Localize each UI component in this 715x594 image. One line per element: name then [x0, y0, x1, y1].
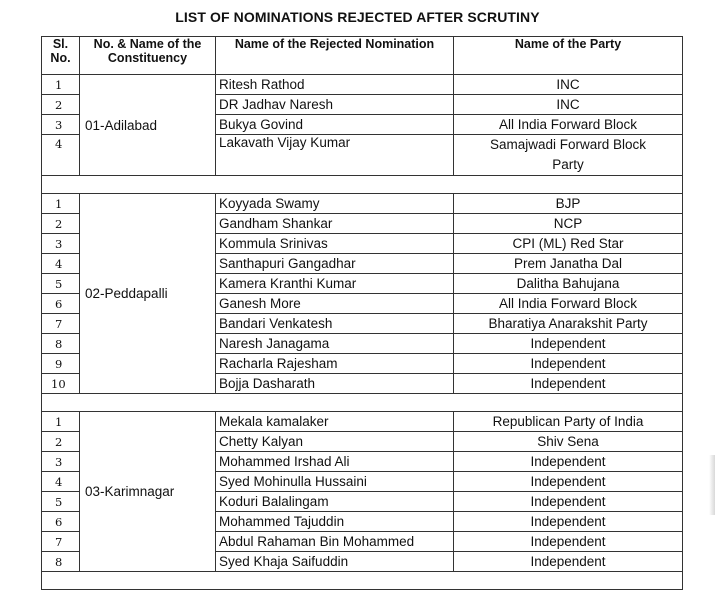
nominee-cell: Mohammed Tajuddin	[216, 512, 454, 532]
sl-cell: 4	[42, 135, 80, 176]
sl-cell: 3	[42, 452, 80, 472]
table-row	[42, 412, 683, 432]
sl-cell: 6	[42, 512, 80, 532]
party-cell: All India Forward Block	[454, 294, 683, 314]
party-cell: Independent	[454, 374, 683, 394]
header-constituency-line1: No. & Name of the	[93, 37, 202, 51]
nominee-cell: Syed Khaja Saifuddin	[216, 552, 454, 572]
party-cell: Independent	[454, 512, 683, 532]
sl-cell: 10	[42, 374, 80, 394]
nominee-cell: Naresh Janagama	[216, 334, 454, 354]
sl-cell: 3	[42, 115, 80, 135]
nominee-cell: Ritesh Rathod	[216, 75, 454, 95]
nominee-cell: Bukya Govind	[216, 115, 454, 135]
sl-cell: 5	[42, 274, 80, 294]
nominee-cell: Gandham Shankar	[216, 214, 454, 234]
page-edge-shadow	[709, 455, 715, 515]
nominee-cell: Abdul Rahaman Bin Mohammed	[216, 532, 454, 552]
party-cell: All India Forward Block	[454, 115, 683, 135]
sl-cell: 3	[42, 234, 80, 254]
nominee-cell: Racharla Rajesham	[216, 354, 454, 374]
party-cell: Independent	[454, 452, 683, 472]
nominee-cell: Lakavath Vijay Kumar	[216, 135, 454, 176]
table-header-row	[42, 37, 683, 75]
nominee-cell: Ganesh More	[216, 294, 454, 314]
separator-cell	[42, 394, 683, 412]
header-sl-line1: Sl.	[52, 37, 69, 51]
party-cell: BJP	[454, 194, 683, 214]
sl-cell: 1	[42, 412, 80, 432]
nominee-cell: Santhapuri Gangadhar	[216, 254, 454, 274]
sl-cell: 1	[42, 194, 80, 214]
group-separator	[42, 176, 683, 194]
party-line1: Samajwadi Forward Block	[489, 137, 647, 152]
sl-cell: 6	[42, 294, 80, 314]
constituency-cell: 03-Karimnagar	[80, 412, 216, 572]
nominee-cell: Kamera Kranthi Kumar	[216, 274, 454, 294]
party-cell: Bharatiya Anarakshit Party	[454, 314, 683, 334]
header-constituency	[80, 37, 216, 75]
document-title: LIST OF NOMINATIONS REJECTED AFTER SCRUTINY	[175, 9, 540, 25]
party-cell: Independent	[454, 354, 683, 374]
constituency-cell: 01-Adilabad	[80, 75, 216, 176]
table-row	[42, 75, 683, 95]
nominee-cell: Chetty Kalyan	[216, 432, 454, 452]
separator-cell	[42, 572, 683, 590]
header-party: Name of the Party	[454, 37, 683, 75]
nominee-cell: Koduri Balalingam	[216, 492, 454, 512]
sl-cell: 2	[42, 214, 80, 234]
sl-cell: 7	[42, 532, 80, 552]
party-cell: Shiv Sena	[454, 432, 683, 452]
party-line2: Party	[552, 157, 584, 172]
party-cell: INC	[454, 95, 683, 115]
nominee-cell: Koyyada Swamy	[216, 194, 454, 214]
nominee-cell: Mohammed Irshad Ali	[216, 452, 454, 472]
sl-cell: 7	[42, 314, 80, 334]
separator-cell	[42, 176, 683, 194]
nominee-cell: Syed Mohinulla Hussaini	[216, 472, 454, 492]
party-cell: Independent	[454, 552, 683, 572]
party-cell: Prem Janatha Dal	[454, 254, 683, 274]
sl-cell: 8	[42, 334, 80, 354]
sl-cell: 2	[42, 432, 80, 452]
sl-cell: 4	[42, 254, 80, 274]
party-cell: Dalitha Bahujana	[454, 274, 683, 294]
rejected-nominations-table	[41, 36, 683, 590]
nominee-cell: Bandari Venkatesh	[216, 314, 454, 334]
sl-cell: 9	[42, 354, 80, 374]
group-separator	[42, 572, 683, 590]
party-cell: Republican Party of India	[454, 412, 683, 432]
group-separator	[42, 394, 683, 412]
party-cell: Independent	[454, 532, 683, 552]
party-cell: NCP	[454, 214, 683, 234]
sl-cell: 2	[42, 95, 80, 115]
constituency-cell: 02-Peddapalli	[80, 194, 216, 394]
nominee-cell: Kommula Srinivas	[216, 234, 454, 254]
party-cell: Independent	[454, 492, 683, 512]
sl-cell: 8	[42, 552, 80, 572]
header-constituency-line2: Constituency	[107, 51, 188, 65]
header-sl-line2: No.	[50, 51, 71, 65]
sl-cell: 1	[42, 75, 80, 95]
party-cell: Independent	[454, 334, 683, 354]
header-nomination: Name of the Rejected Nomination	[216, 37, 454, 75]
table-row	[42, 194, 683, 214]
party-cell: CPI (ML) Red Star	[454, 234, 683, 254]
party-cell	[454, 135, 683, 176]
party-cell: Independent	[454, 472, 683, 492]
sl-cell: 4	[42, 472, 80, 492]
nominee-cell: DR Jadhav Naresh	[216, 95, 454, 115]
nominee-cell: Bojja Dasharath	[216, 374, 454, 394]
party-cell: INC	[454, 75, 683, 95]
header-sl-no	[42, 37, 80, 75]
nominee-cell: Mekala kamalaker	[216, 412, 454, 432]
sl-cell: 5	[42, 492, 80, 512]
